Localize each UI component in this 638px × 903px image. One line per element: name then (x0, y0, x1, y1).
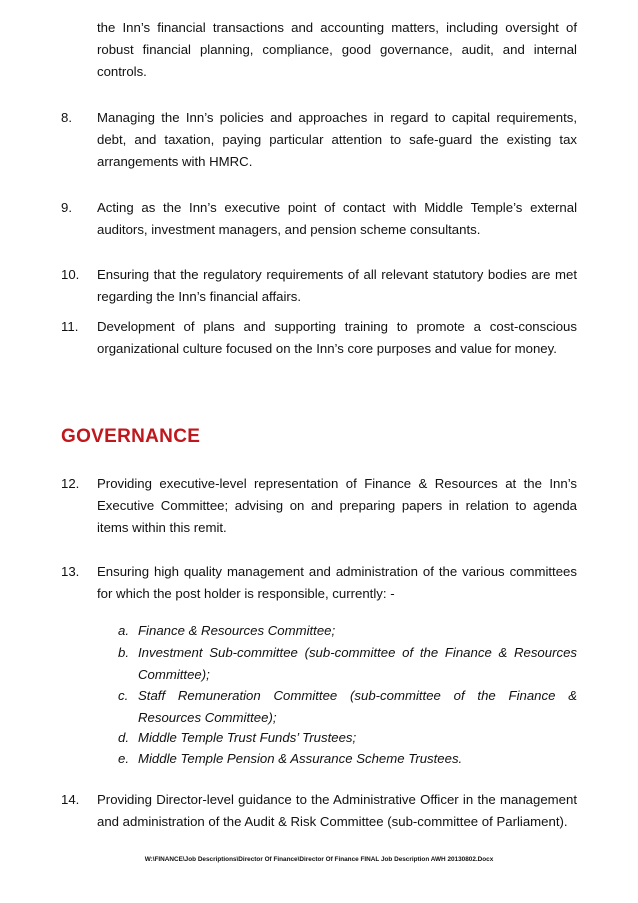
intro-continuation-text: the Inn’s financial transactions and accounting matters, including oversight of robust financial planning, compliance, good governance, audit, and internal controls. (97, 20, 577, 79)
section-heading-governance: GOVERNANCE (61, 426, 201, 447)
sublist-letter: a. (118, 623, 129, 638)
item-text: Managing the Inn’s policies and approaches in regard to capital requirements, debt, and taxation, paying particular attention to safe-guard the existing tax arrangements with HMRC. (97, 110, 577, 169)
item-number: 10. (61, 267, 80, 282)
item-number: 8. (61, 110, 72, 125)
sublist-letter: d. (118, 730, 129, 745)
item-text: Ensuring high quality management and administration of the various committees for which the post holder is responsible, currently: - (97, 564, 577, 601)
sublist-text: Investment Sub-committee (sub-committee of the Finance & Resources Committee); (138, 645, 577, 682)
item-number: 13. (61, 564, 80, 579)
item-text: Providing Director-level guidance to the Administrative Officer in the management and administration of the Audit & Risk Committee (sub-committee of Parliament). (97, 792, 577, 829)
item-number: 11. (61, 319, 79, 334)
sublist-text: Middle Temple Trust Funds’ Trustees; (138, 730, 357, 745)
item-text: Providing executive-level representation of Finance & Resources at the Inn’s Executive Committee; advising on and preparing papers in relation to agenda items within this remit. (97, 476, 577, 535)
sublist-text: Middle Temple Pension & Assurance Scheme Trustees. (138, 751, 463, 766)
sublist-letter: c. (118, 688, 129, 703)
item-text: Development of plans and supporting training to promote a cost-conscious organizational culture focused on the Inn’s core purposes and value for money. (97, 319, 577, 356)
sublist-letter: e. (118, 751, 129, 766)
item-text: Ensuring that the regulatory requirements of all relevant statutory bodies are met regarding the Inn’s financial affairs. (97, 267, 577, 304)
footer-file-path: W:\FINANCE\Job Descriptions\Director Of Finance\Director Of Finance FINAL Job Description AWH 20130802.Docx (144, 856, 494, 863)
item-text: Acting as the Inn’s executive point of contact with Middle Temple’s external auditors, investment managers, and pension scheme consultants. (97, 200, 577, 237)
sublist-text: Staff Remuneration Committee (sub-committee of the Finance & Resources Committee); (138, 688, 577, 725)
sublist-letter: b. (118, 645, 129, 660)
item-number: 14. (61, 792, 80, 807)
sublist-text: Finance & Resources Committee; (138, 623, 336, 638)
item-number: 12. (61, 476, 80, 491)
item-number: 9. (61, 200, 72, 215)
